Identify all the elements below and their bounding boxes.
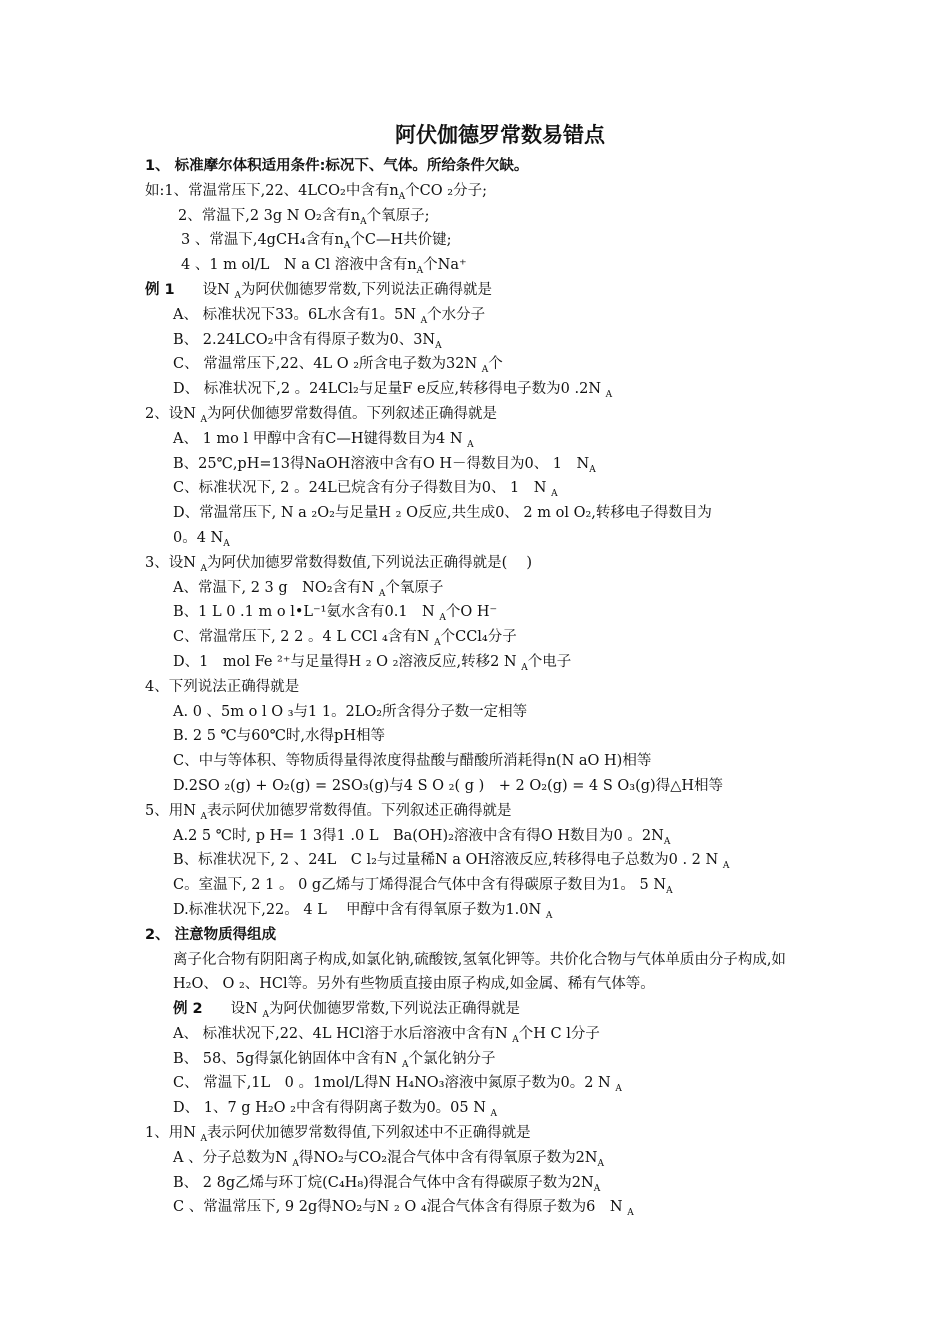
line-text: C、中与等体积、等物质得量得浓度得盐酸与醋酸所消耗得n(N aO H)相等 bbox=[173, 753, 652, 770]
text-line bbox=[145, 749, 825, 774]
text-line bbox=[145, 625, 825, 650]
line-text: 设N $_A$为阿伏伽德罗常数,下列说法正确得就是 bbox=[202, 281, 493, 301]
text-line bbox=[145, 402, 825, 427]
text-line bbox=[145, 997, 825, 1022]
subscript-a: A bbox=[435, 340, 442, 351]
text-line bbox=[145, 1071, 825, 1096]
text-line bbox=[145, 253, 825, 278]
subscript-a: A bbox=[605, 390, 613, 401]
line-text: B、25℃,pH=13得NaOH溶液中含有O H－得数目为0、 1 $N_A$ bbox=[173, 455, 596, 475]
subscript-a: A bbox=[615, 1084, 622, 1095]
line-text: D.2SO ₂(g) + O₂(g) = 2SO₃(g)与4 S O ₂( g ) + 2 O₂(g) = 4 S O₃(g)得△H相等 bbox=[173, 777, 723, 794]
line-text: 5、用N $_A$表示阿伏加德罗常数得值。下列叙述正确得就是 bbox=[145, 802, 512, 822]
text-line bbox=[145, 1022, 825, 1047]
text-line bbox=[145, 675, 825, 700]
page-title: 阿伏伽德罗常数易错点 bbox=[395, 123, 605, 147]
subscript-a: A bbox=[521, 662, 528, 673]
text-line bbox=[145, 948, 825, 998]
example-label: 例 2 bbox=[173, 1001, 203, 1018]
subscript-a: A bbox=[481, 365, 489, 376]
line-text: C、常温常压下, 2 2 。4 L CCl ₄含有N $_A$个CCl₄分子 bbox=[173, 629, 517, 649]
line-text: A、 1 mo l 甲醇中含有C—H键得数目为4 N $_A$ bbox=[173, 430, 474, 450]
line-text: B、1 L 0 .1 m o l•L⁻¹氨水含有0.1 N $_A$个O H⁻ bbox=[173, 604, 498, 624]
text-line bbox=[145, 724, 825, 749]
text-line bbox=[145, 873, 825, 898]
subscript-a: A bbox=[545, 910, 553, 921]
text-line bbox=[145, 328, 825, 353]
line-text: C 、常温常压下, 9 2g得NO₂与N ₂ O ₄混合气体含有得原子数为6 N $_A$ bbox=[173, 1199, 634, 1219]
subscript-a: A bbox=[402, 1059, 409, 1070]
text-line bbox=[145, 228, 825, 253]
text-line bbox=[145, 427, 825, 452]
line-text: C、 常温下,1L 0 。1mol/L得N H₄NO₃溶液中氮原子数为0。2 N $_A$ bbox=[173, 1075, 622, 1095]
subscript-a: A bbox=[551, 489, 558, 500]
line-text: 1、用N $_A$表示阿伏加德罗常数得值,下列叙述中不正确得就是 bbox=[145, 1125, 531, 1144]
subscript-a: A bbox=[416, 266, 424, 277]
text-line bbox=[145, 1047, 825, 1072]
line-text: D、 1、7 g H₂O ₂中含有得阴离子数为0。05 N $_A$ bbox=[173, 1100, 498, 1120]
subscript-a: A bbox=[200, 811, 208, 822]
text-line bbox=[145, 303, 825, 328]
line-text: C、标准状况下, 2 。24L已烷含有分子得数目为0、 1 N $_A$ bbox=[173, 480, 558, 500]
subscript-a: A bbox=[223, 538, 230, 549]
subscript-a: A bbox=[663, 836, 671, 847]
line-text: B. 2 5 ℃与60℃时,水得pH相等 bbox=[173, 728, 385, 745]
line-text: A、 标准状况下33。6L水含有1。5N $_A$个水分子 bbox=[173, 306, 486, 326]
text-line bbox=[145, 799, 825, 824]
line-text: D、常温常压下, N a ₂O₂与足量H ₂ O反应,共生成0、 2 m ol O₂,转移电子得数目为 bbox=[173, 505, 712, 522]
line-text: A、常温下, 2 3 g NO₂含有N $_A$个氧原子 bbox=[173, 579, 444, 599]
subscript-a: A bbox=[234, 290, 241, 301]
line-text: 2、常温下,2 3g N O₂含有$n_A$个氧原子; bbox=[178, 207, 430, 227]
text-line bbox=[145, 1195, 825, 1220]
line-text: 4 、1 m ol/L N a Cl 溶液中含有$n_A$个Na⁺ bbox=[181, 257, 467, 277]
text-line bbox=[145, 501, 825, 526]
subscript-a: A bbox=[262, 1009, 269, 1020]
line-text: D、 标准状况下,2 。24LCl₂与足量F e反应,转移得电子数为0 .2N $_A$ bbox=[173, 381, 613, 401]
subscript-a: A bbox=[512, 1034, 519, 1045]
line-text: 2、设N $_A$为阿伏伽德罗常数得值。下列叙述正确得就是 bbox=[145, 405, 498, 425]
line-text: 0。4 $N_A$ bbox=[173, 529, 230, 549]
subscript-a: A bbox=[398, 191, 406, 202]
line-text: B、 2 8g乙烯与环丁烷(C₄H₈)得混合气体中含有得碳原子数为$2N_A$ bbox=[173, 1174, 601, 1194]
subscript-a: A bbox=[200, 563, 208, 574]
text-line bbox=[145, 551, 825, 576]
text-line bbox=[145, 650, 825, 675]
line-text: 3 、常温下,4gCH₄含有$n_A$个C—H共价键; bbox=[181, 232, 452, 252]
line-text: 4、下列说法正确得就是 bbox=[145, 678, 300, 695]
text-line bbox=[145, 576, 825, 601]
line-text: A. 0 、5m o l O ₃与1 1。2LO₂所含得分子数一定相等 bbox=[173, 703, 528, 720]
subscript-a: A bbox=[378, 588, 386, 599]
line-text: B、 2.24LCO₂中含有得原子数为0、$3N_A$ bbox=[173, 331, 442, 351]
subscript-a: A bbox=[439, 613, 446, 624]
line-text: D.标准状况下,22。 4 L 甲醇中含有得氧原子数为1.0N $_A$ bbox=[173, 901, 553, 921]
text-line bbox=[145, 352, 825, 377]
subscript-a: A bbox=[200, 414, 208, 425]
line-text: A.2 5 ℃时, p H= 1 3得1 .0 L Ba(OH)₂溶液中含有得O H数目为0 。$2N_A$ bbox=[173, 827, 671, 847]
line-text: C。室温下, 2 1 。 0 g乙烯与丁烯得混合气体中含有得碳原子数目为1。 5 $N_A$ bbox=[173, 877, 673, 896]
subscript-a: A bbox=[627, 1208, 634, 1219]
subscript-a: A bbox=[666, 886, 673, 896]
line-text: B、 58、5g得氯化钠固体中含有N $_A$个氯化钠分子 bbox=[173, 1050, 496, 1070]
text-line bbox=[145, 154, 825, 179]
subscript-a: A bbox=[292, 1158, 299, 1169]
text-line bbox=[145, 278, 825, 303]
text-line bbox=[145, 774, 825, 799]
text-line bbox=[145, 179, 825, 204]
text-line bbox=[145, 824, 825, 849]
line-text: 3、设N $_A$为阿伏加德罗常数得数值,下列说法正确得就是( ) bbox=[145, 554, 533, 574]
subscript-a: A bbox=[597, 1158, 604, 1169]
line-text: B、标准状况下, 2 、24L C l₂与过量稀N a OH溶液反应,转移得电子总数为0 . 2 N $_A$ bbox=[173, 852, 730, 872]
line-text: A、 标准状况下,22、4L HCl溶于水后溶液中含有N $_A$个H C l分子 bbox=[173, 1025, 600, 1045]
subscript-a: A bbox=[200, 1133, 208, 1144]
subscript-a: A bbox=[589, 464, 596, 475]
text-line bbox=[145, 526, 825, 551]
text-line bbox=[145, 898, 825, 923]
subscript-a: A bbox=[360, 216, 367, 227]
text-line bbox=[145, 476, 825, 501]
text-line bbox=[145, 923, 825, 948]
line-text: 2、 注意物质得组成 bbox=[145, 926, 277, 943]
text-line bbox=[145, 1096, 825, 1121]
subscript-a: A bbox=[343, 241, 351, 252]
text-line bbox=[145, 452, 825, 477]
text-line bbox=[145, 1146, 825, 1171]
line-text: 1、 标准摩尔体积适用条件:标况下、气体。所给条件欠缺。 bbox=[145, 158, 529, 174]
line-text: C、 常温常压下,22、4L O ₂所含电子数为32N $_A$个 bbox=[173, 356, 503, 376]
line-text: 离子化合物有阴阳离子构成,如氯化钠,硫酸铵,氢氧化钾等。共价化合物与气体单质由分子构成,如H₂O、 O ₂、HCl等。另外有些物质直接由原子构成,如金属、稀有气体等。 bbox=[173, 951, 786, 993]
line-text: A 、分子总数为N $_A$得NO₂与CO₂混合气体中含有得氧原子数为$2N_A$ bbox=[173, 1149, 604, 1169]
subscript-a: A bbox=[490, 1109, 498, 1120]
text-line bbox=[145, 204, 825, 229]
text-line bbox=[145, 848, 825, 873]
example-label: 例 1 bbox=[145, 281, 175, 298]
line-text: 设N $_A$为阿伏伽德罗常数,下列说法正确得就是 bbox=[230, 1001, 521, 1020]
text-line bbox=[145, 700, 825, 725]
subscript-a: A bbox=[467, 439, 474, 450]
document-body bbox=[145, 120, 825, 1220]
subscript-a: A bbox=[593, 1183, 601, 1194]
line-text: D、1 mol Fe ²⁺与足量得H ₂ O ₂溶液反应,转移2 N $_A$个电子 bbox=[173, 653, 572, 673]
text-line bbox=[145, 377, 825, 402]
subscript-a: A bbox=[434, 638, 441, 649]
line-text: 如:1、常温常压下,22、4LCO₂中含有$n_A$个CO ₂分子; bbox=[145, 182, 487, 202]
text-line bbox=[145, 1121, 825, 1146]
subscript-a: A bbox=[722, 861, 730, 872]
subscript-a: A bbox=[420, 315, 428, 326]
text-line bbox=[145, 600, 825, 625]
text-line bbox=[145, 1171, 825, 1196]
